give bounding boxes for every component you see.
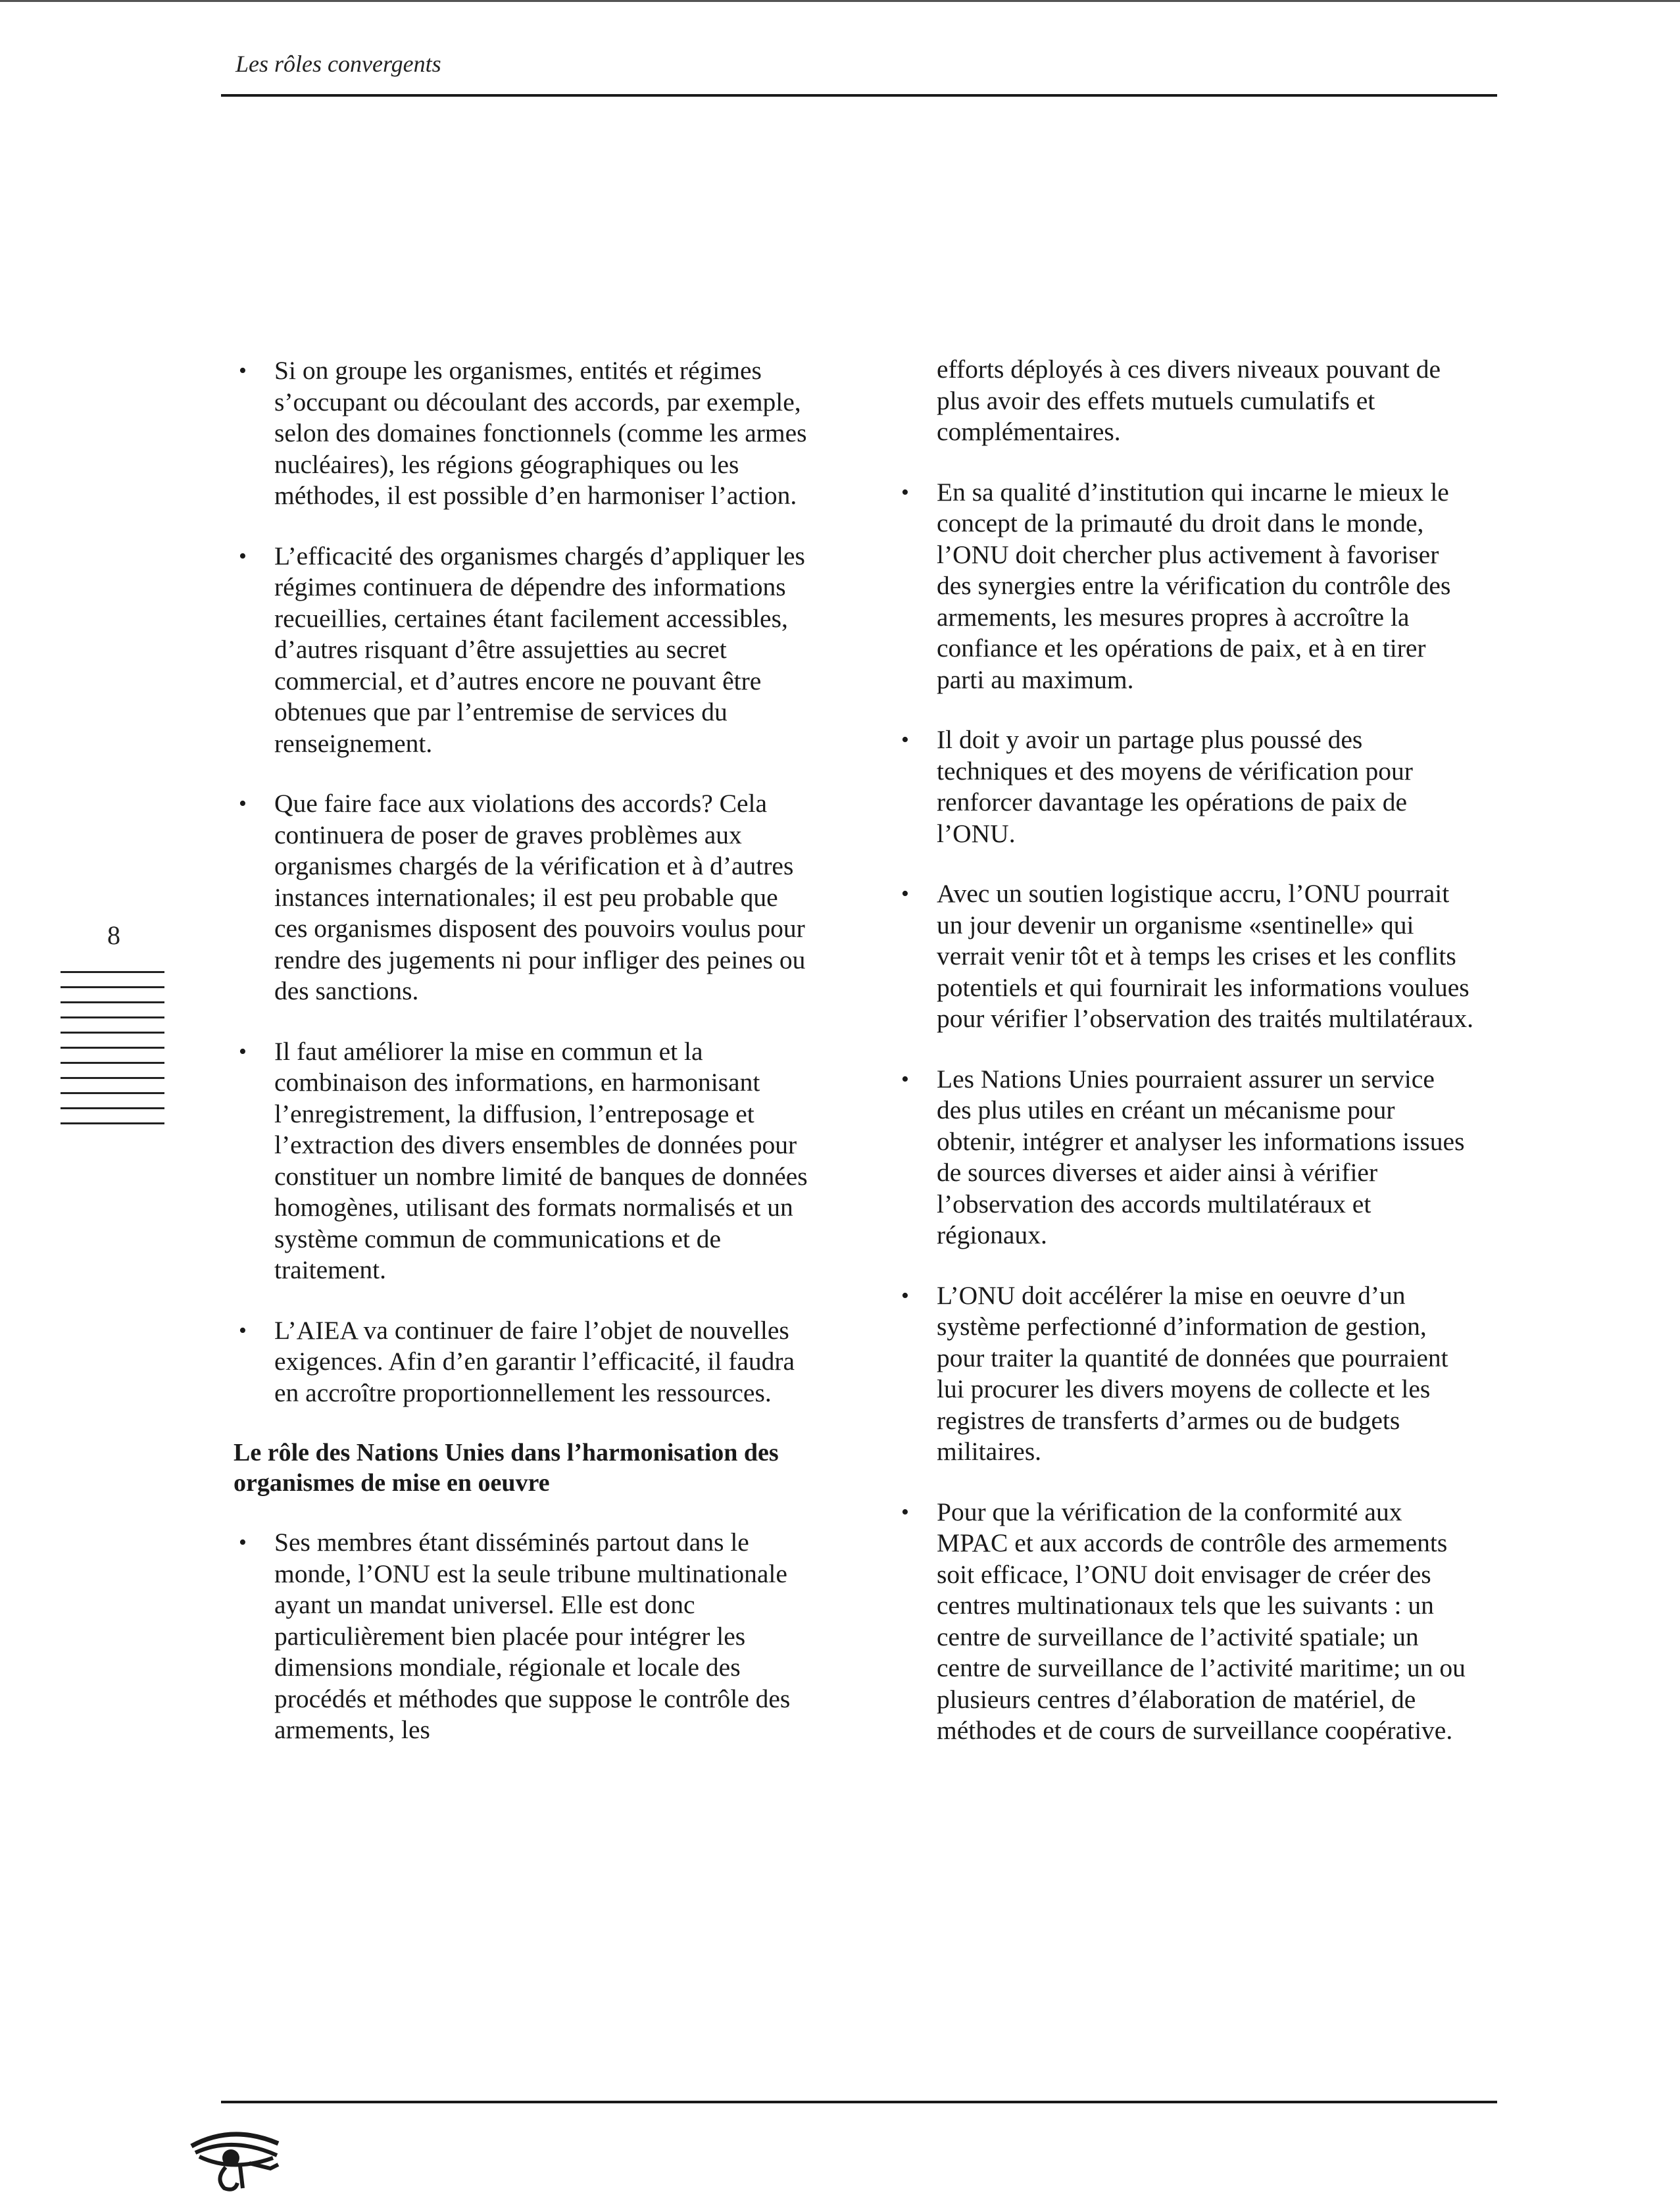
margin-line (61, 1001, 164, 1003)
margin-line (61, 1032, 164, 1034)
continued-paragraph: efforts déployés à ces divers niveaux pouvant de plus avoir des effets mutuels cumulatifs et complémentaires. (937, 355, 1441, 446)
margin-line (61, 1077, 164, 1079)
right-column (896, 354, 1475, 1776)
list-item (896, 724, 1475, 849)
list-item-text: Ses membres étant disséminés partout dans le monde, l’ONU est la seule tribune multinationale ayant un mandat universel. Elle est donc particulièrement bien placée pour intégrer les dimensions mondiale, régionale et locale des procédés et méthodes que suppose le contrôle des armements, les (274, 1528, 791, 1744)
margin-decorative-lines (61, 971, 164, 1138)
margin-line (61, 1092, 164, 1094)
list-item (234, 788, 812, 1007)
eye-of-horus-icon (186, 2126, 284, 2192)
list-item (234, 541, 812, 760)
margin-line (61, 1107, 164, 1109)
bullet-dot-icon: • (901, 1499, 909, 1524)
list-item (896, 1497, 1475, 1747)
running-header: Les rôles convergents (235, 51, 441, 77)
bullet-dot-icon: • (239, 1039, 247, 1064)
list-item-text: Il faut améliorer la mise en commun et la combinaison des informations, en harmonisant l’enregistrement, la diffusion, l’entreposage et l’extraction des divers ensembles de données pour constituer un nombre limité de banques de données homogènes, utilisant des formats normalisés et un système commun de communications et de traitement. (274, 1036, 808, 1284)
margin-line (61, 1016, 164, 1018)
list-item (234, 1036, 812, 1286)
bullet-dot-icon: • (239, 543, 247, 568)
bullet-list-right (896, 477, 1475, 1747)
page-number: 8 (107, 920, 120, 950)
list-item (896, 477, 1475, 696)
list-item (896, 1064, 1475, 1251)
bullet-list-bottom (234, 1527, 812, 1746)
list-item-text: En sa qualité d’institution qui incarne le mieux le concept de la primauté du droit dans le monde, l’ONU doit chercher plus activement à favoriser des synergies entre la vérification du contrôle des armements, les mesures propres à accroître la confiance et les opérations de paix, et à en tirer parti au maximum. (937, 477, 1451, 694)
list-item (896, 878, 1475, 1035)
list-item (234, 1527, 812, 1746)
list-item-text: L’efficacité des organismes chargés d’appliquer les régimes continuera de dépendre des informations recueillies, certaines étant facilement accessibles, d’autres risquant d’être assujetties au secret commercial, et d’autres encore ne pouvant être obtenues que par l’entremise de services du renseignement. (274, 541, 805, 758)
left-column (234, 355, 812, 1775)
list-item (234, 1315, 812, 1409)
margin-line (61, 986, 164, 988)
list-item-text: Il doit y avoir un partage plus poussé des techniques et des moyens de vérification pour renforcer davantage les opérations de paix de l’ONU. (937, 725, 1413, 848)
margin-line (61, 971, 164, 973)
list-item-text: Les Nations Unies pourraient assurer un service des plus utiles en créant un mécanisme pour obtenir, intégrer et analyser les informations issues de sources diverses et aider ainsi à vérifier l’observation des accords multilatéraux et régionaux. (937, 1064, 1465, 1249)
list-item-text: Que faire face aux violations des accords? Cela continuera de poser de graves problèmes aux organismes chargés de la vérification et à d’autres instances internationales; il est peu probable que ces organismes disposent des pouvoirs voulus pour rendre des jugements ni pour infliger des peines ou des sanctions. (274, 789, 806, 1005)
bullet-dot-icon: • (901, 1283, 909, 1308)
bullet-dot-icon: • (901, 728, 909, 752)
section-heading: Le rôle des Nations Unies dans l’harmonisation des organismes de mise en oeuvre (234, 1439, 779, 1497)
bullet-dot-icon: • (901, 480, 909, 505)
bullet-dot-icon: • (901, 882, 909, 906)
bullet-dot-icon: • (901, 1066, 909, 1091)
header-rule (221, 94, 1497, 97)
bullet-dot-icon: • (239, 1318, 247, 1343)
bullet-dot-icon: • (239, 1530, 247, 1555)
list-item (896, 1280, 1475, 1468)
margin-line (61, 1047, 164, 1049)
bullet-dot-icon: • (239, 791, 247, 816)
list-item-text: L’ONU doit accélérer la mise en oeuvre d’un système perfectionné d’information de gestion, pour traiter la quantité de données que pourraient lui procurer les divers moyens de collecte et les registres de transferts d’armes ou de budgets militaires. (937, 1280, 1448, 1466)
list-item-text: L’AIEA va continuer de faire l’objet de nouvelles exigences. Afin d’en garantir l’efficacité, il faudra en accroître proportionnellement les ressources. (274, 1315, 795, 1407)
list-item-text: Pour que la vérification de la conformité aux MPAC et aux accords de contrôle des armements soit efficace, l’ONU doit envisager de créer des centres multinationaux tels que les suivants : un centre de surveillance de l’activité spatiale; un centre de surveillance de l’activité maritime; un ou plusieurs centres d’élaboration de matériel, de méthodes et de cours de surveillance coopérative. (937, 1497, 1466, 1745)
list-item-text: Avec un soutien logistique accru, l’ONU pourrait un jour devenir un organisme «sentinelle» qui verrait venir tôt et à temps les crises et les conflits potentiels et qui fournirait les informations voulues pour vérifier l’observation des traités multilatéraux. (937, 879, 1474, 1033)
bullet-list-top (234, 355, 812, 1409)
page-top-edge (0, 0, 1680, 2)
margin-line (61, 1062, 164, 1064)
footer-rule (221, 2101, 1497, 2103)
list-item-text: Si on groupe les organismes, entités et régimes s’occupant ou découlant des accords, par exemple, selon des domaines fonctionnels (comme les armes nucléaires), les régions géographiques ou les méthodes, il est possible d’en harmoniser l’action. (274, 356, 807, 510)
list-item (234, 355, 812, 512)
bullet-dot-icon: • (239, 359, 247, 383)
margin-line (61, 1122, 164, 1124)
